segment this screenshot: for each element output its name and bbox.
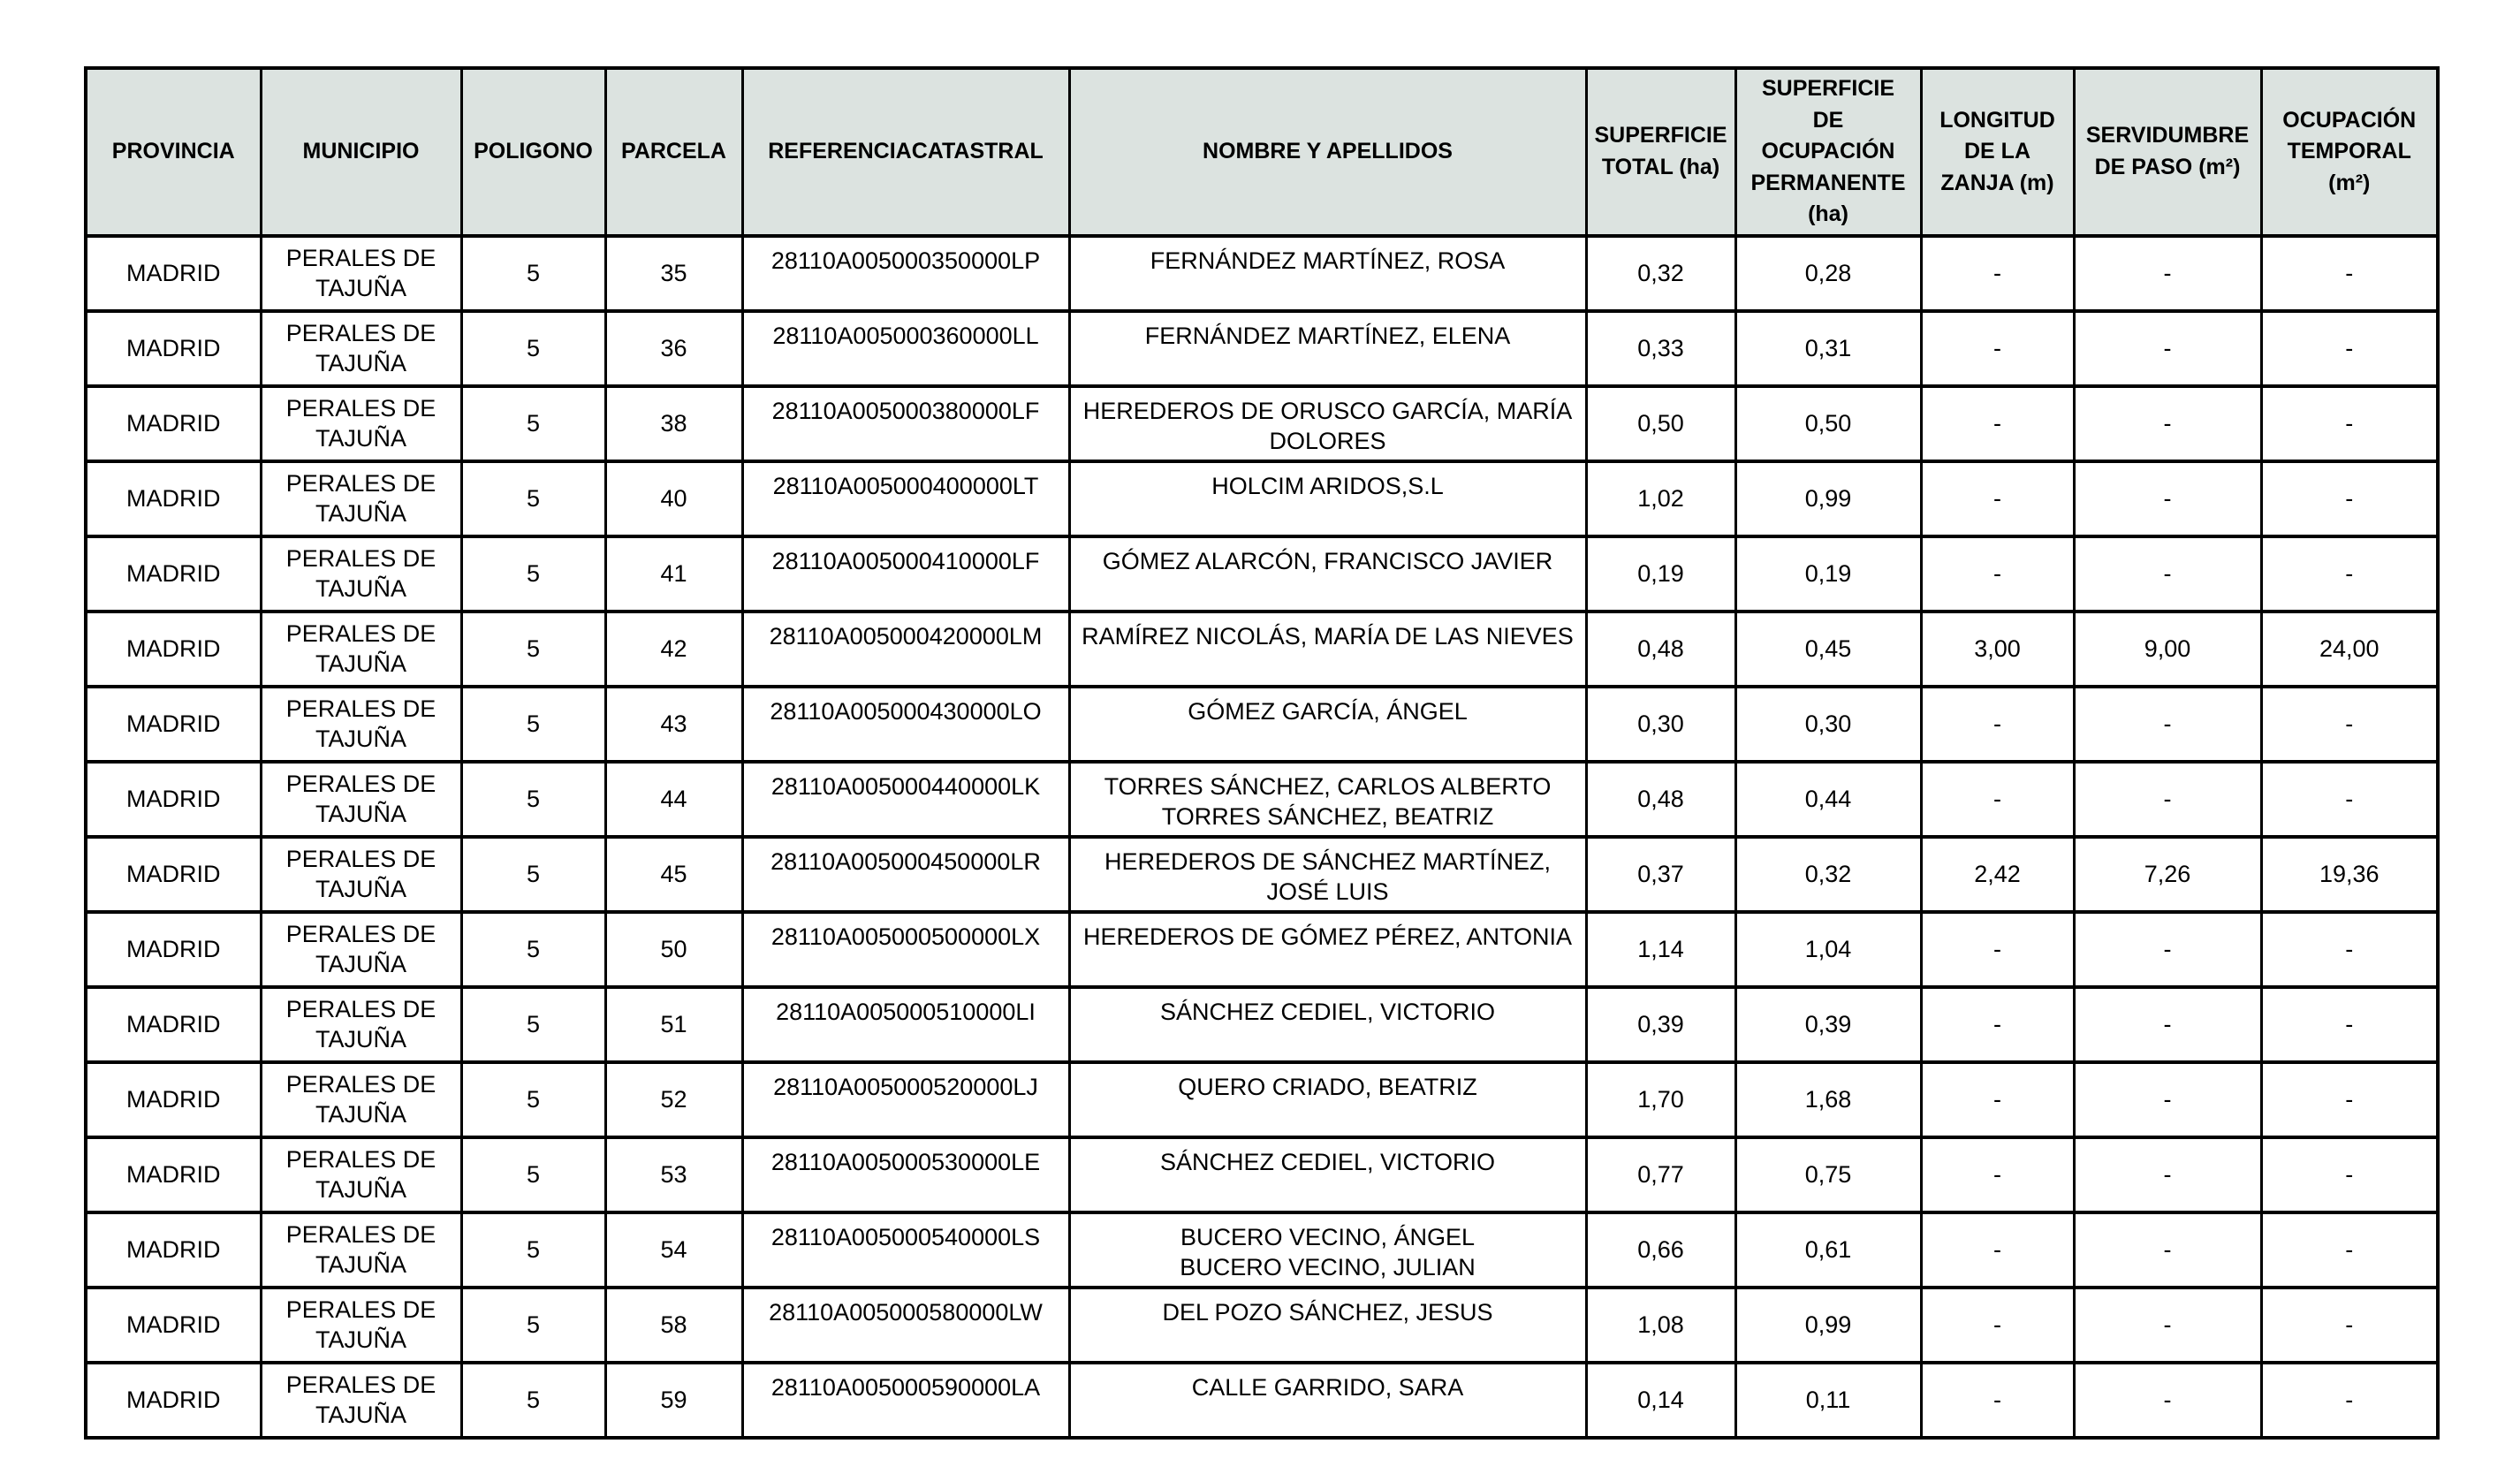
- cell-servidumbre: -: [2074, 1062, 2261, 1137]
- cell-sup_total: 0,33: [1586, 311, 1735, 386]
- cell-longitud: -: [1921, 1137, 2074, 1212]
- cell-servidumbre: -: [2074, 311, 2261, 386]
- cell-longitud: -: [1921, 1363, 2074, 1438]
- cell-longitud: -: [1921, 536, 2074, 612]
- table-row: [86, 236, 2438, 311]
- cell-poligono: 5: [461, 536, 605, 612]
- cell-municipio: PERALES DE TAJUÑA: [261, 461, 461, 536]
- cell-sup_ocup: 0,45: [1735, 612, 1921, 687]
- cell-nombre: SÁNCHEZ CEDIEL, VICTORIO: [1069, 1137, 1586, 1212]
- cell-servidumbre: -: [2074, 461, 2261, 536]
- cell-longitud: 2,42: [1921, 837, 2074, 912]
- cell-longitud: -: [1921, 762, 2074, 837]
- cell-nombre: FERNÁNDEZ MARTÍNEZ, ROSA: [1069, 236, 1586, 311]
- table-row: [86, 1212, 2438, 1288]
- cell-ocup_temporal: -: [2261, 987, 2438, 1062]
- cell-parcela: 45: [605, 837, 742, 912]
- cell-nombre: SÁNCHEZ CEDIEL, VICTORIO: [1069, 987, 1586, 1062]
- cell-referencia: 28110A005000440000LK: [742, 762, 1069, 837]
- cell-referencia: 28110A005000430000LO: [742, 687, 1069, 762]
- cell-sup_ocup: 0,19: [1735, 536, 1921, 612]
- cell-referencia: 28110A005000500000LX: [742, 912, 1069, 987]
- column-header-municipio: MUNICIPIO: [261, 68, 461, 236]
- cell-sup_total: 0,14: [1586, 1363, 1735, 1438]
- cell-longitud: -: [1921, 987, 2074, 1062]
- cell-poligono: 5: [461, 461, 605, 536]
- cell-municipio: PERALES DE TAJUÑA: [261, 311, 461, 386]
- cell-sup_total: 0,77: [1586, 1137, 1735, 1212]
- cell-parcela: 38: [605, 386, 742, 461]
- cell-sup_total: 0,30: [1586, 687, 1735, 762]
- cell-longitud: -: [1921, 687, 2074, 762]
- cell-sup_ocup: 1,04: [1735, 912, 1921, 987]
- cell-provincia: MADRID: [86, 1288, 261, 1363]
- cell-parcela: 42: [605, 612, 742, 687]
- cell-provincia: MADRID: [86, 1363, 261, 1438]
- cell-provincia: MADRID: [86, 386, 261, 461]
- cell-longitud: 3,00: [1921, 612, 2074, 687]
- cell-municipio: PERALES DE TAJUÑA: [261, 1137, 461, 1212]
- cell-sup_total: 1,08: [1586, 1288, 1735, 1363]
- cell-nombre: DEL POZO SÁNCHEZ, JESUS: [1069, 1288, 1586, 1363]
- cell-provincia: MADRID: [86, 236, 261, 311]
- cell-longitud: -: [1921, 386, 2074, 461]
- table-row: [86, 837, 2438, 912]
- cell-referencia: 28110A005000410000LF: [742, 536, 1069, 612]
- cell-poligono: 5: [461, 912, 605, 987]
- cell-sup_ocup: 0,44: [1735, 762, 1921, 837]
- cell-ocup_temporal: -: [2261, 386, 2438, 461]
- table-row: [86, 762, 2438, 837]
- cell-parcela: 44: [605, 762, 742, 837]
- cell-municipio: PERALES DE TAJUÑA: [261, 987, 461, 1062]
- cell-nombre: FERNÁNDEZ MARTÍNEZ, ELENA: [1069, 311, 1586, 386]
- cell-poligono: 5: [461, 762, 605, 837]
- cell-referencia: 28110A005000380000LF: [742, 386, 1069, 461]
- cell-longitud: -: [1921, 1062, 2074, 1137]
- owner-name-line: TORRES SÁNCHEZ, CARLOS ALBERTO: [1104, 772, 1552, 800]
- cell-sup_ocup: 0,39: [1735, 987, 1921, 1062]
- cell-sup_ocup: 0,99: [1735, 1288, 1921, 1363]
- cell-nombre: GÓMEZ GARCÍA, ÁNGEL: [1069, 687, 1586, 762]
- cell-poligono: 5: [461, 386, 605, 461]
- cell-sup_ocup: 1,68: [1735, 1062, 1921, 1137]
- cell-parcela: 52: [605, 1062, 742, 1137]
- cell-sup_total: 0,66: [1586, 1212, 1735, 1288]
- cell-servidumbre: -: [2074, 912, 2261, 987]
- cell-sup_ocup: 0,50: [1735, 386, 1921, 461]
- cell-poligono: 5: [461, 612, 605, 687]
- cell-sup_total: 1,02: [1586, 461, 1735, 536]
- cell-longitud: -: [1921, 912, 2074, 987]
- cell-municipio: PERALES DE TAJUÑA: [261, 236, 461, 311]
- cell-referencia: 28110A005000360000LL: [742, 311, 1069, 386]
- cell-sup_total: 0,39: [1586, 987, 1735, 1062]
- cell-sup_total: 0,19: [1586, 536, 1735, 612]
- cell-sup_ocup: 0,61: [1735, 1212, 1921, 1288]
- cell-referencia: 28110A005000530000LE: [742, 1137, 1069, 1212]
- table-row: [86, 987, 2438, 1062]
- cell-nombre: QUERO CRIADO, BEATRIZ: [1069, 1062, 1586, 1137]
- cell-nombre: HOLCIM ARIDOS,S.L: [1069, 461, 1586, 536]
- cell-referencia: 28110A005000540000LS: [742, 1212, 1069, 1288]
- column-header-parcela: PARCELA: [605, 68, 742, 236]
- cell-provincia: MADRID: [86, 461, 261, 536]
- cell-parcela: 43: [605, 687, 742, 762]
- cell-parcela: 51: [605, 987, 742, 1062]
- cell-sup_total: 0,48: [1586, 612, 1735, 687]
- cell-poligono: 5: [461, 1363, 605, 1438]
- cell-sup_total: 0,37: [1586, 837, 1735, 912]
- cell-sup_total: 0,48: [1586, 762, 1735, 837]
- cell-servidumbre: -: [2074, 1212, 2261, 1288]
- cell-parcela: 59: [605, 1363, 742, 1438]
- cell-nombre: GÓMEZ ALARCÓN, FRANCISCO JAVIER: [1069, 536, 1586, 612]
- cell-ocup_temporal: -: [2261, 536, 2438, 612]
- cell-ocup_temporal: -: [2261, 1137, 2438, 1212]
- cell-nombre: HEREDEROS DE GÓMEZ PÉREZ, ANTONIA: [1069, 912, 1586, 987]
- column-header-referencia: REFERENCIACATASTRAL: [742, 68, 1069, 236]
- cell-provincia: MADRID: [86, 536, 261, 612]
- cell-servidumbre: -: [2074, 1288, 2261, 1363]
- cell-sup_ocup: 0,30: [1735, 687, 1921, 762]
- cell-longitud: -: [1921, 311, 2074, 386]
- column-header-longitud: LONGITUD DE LA ZANJA (m): [1921, 68, 2074, 236]
- cell-municipio: PERALES DE TAJUÑA: [261, 1062, 461, 1137]
- table-row: [86, 612, 2438, 687]
- cell-ocup_temporal: -: [2261, 1062, 2438, 1137]
- cell-servidumbre: -: [2074, 386, 2261, 461]
- owner-name-line: BUCERO VECINO, JULIAN: [1180, 1253, 1476, 1280]
- cell-ocup_temporal: 24,00: [2261, 612, 2438, 687]
- cell-poligono: 5: [461, 687, 605, 762]
- cell-servidumbre: -: [2074, 536, 2261, 612]
- table-body: [86, 236, 2438, 1438]
- cell-ocup_temporal: -: [2261, 1363, 2438, 1438]
- cell-municipio: PERALES DE TAJUÑA: [261, 837, 461, 912]
- cell-servidumbre: -: [2074, 236, 2261, 311]
- cell-sup_ocup: 0,32: [1735, 837, 1921, 912]
- table-row: [86, 912, 2438, 987]
- cell-municipio: PERALES DE TAJUÑA: [261, 687, 461, 762]
- table-row: [86, 1363, 2438, 1438]
- cell-municipio: PERALES DE TAJUÑA: [261, 1288, 461, 1363]
- cell-ocup_temporal: -: [2261, 912, 2438, 987]
- cell-sup_ocup: 0,11: [1735, 1363, 1921, 1438]
- cell-provincia: MADRID: [86, 687, 261, 762]
- cell-sup_total: 0,32: [1586, 236, 1735, 311]
- cell-servidumbre: 9,00: [2074, 612, 2261, 687]
- cell-referencia: 28110A005000350000LP: [742, 236, 1069, 311]
- cell-servidumbre: -: [2074, 987, 2261, 1062]
- cell-nombre: HEREDEROS DE ORUSCO GARCÍA, MARÍA DOLORES: [1069, 386, 1586, 461]
- cell-poligono: 5: [461, 1212, 605, 1288]
- cell-referencia: 28110A005000590000LA: [742, 1363, 1069, 1438]
- cell-poligono: 5: [461, 1288, 605, 1363]
- table-row: [86, 1062, 2438, 1137]
- cell-nombre: HEREDEROS DE SÁNCHEZ MARTÍNEZ, JOSÉ LUIS: [1069, 837, 1586, 912]
- table-header-row: [86, 68, 2438, 236]
- cell-municipio: PERALES DE TAJUÑA: [261, 1212, 461, 1288]
- cell-parcela: 50: [605, 912, 742, 987]
- cell-municipio: PERALES DE TAJUÑA: [261, 912, 461, 987]
- cell-ocup_temporal: -: [2261, 1212, 2438, 1288]
- cell-poligono: 5: [461, 987, 605, 1062]
- cell-parcela: 40: [605, 461, 742, 536]
- column-header-ocup_temporal: OCUPACIÓN TEMPORAL (m²): [2261, 68, 2438, 236]
- cell-sup_ocup: 0,99: [1735, 461, 1921, 536]
- table-row: [86, 461, 2438, 536]
- cell-servidumbre: -: [2074, 1137, 2261, 1212]
- cell-ocup_temporal: -: [2261, 687, 2438, 762]
- cell-poligono: 5: [461, 1137, 605, 1212]
- cell-provincia: MADRID: [86, 912, 261, 987]
- cadastral-table: [84, 66, 2440, 1440]
- cell-nombre: CALLE GARRIDO, SARA: [1069, 1363, 1586, 1438]
- cell-municipio: PERALES DE TAJUÑA: [261, 386, 461, 461]
- cell-ocup_temporal: 19,36: [2261, 837, 2438, 912]
- cell-referencia: 28110A005000420000LM: [742, 612, 1069, 687]
- table-row: [86, 687, 2438, 762]
- cell-servidumbre: -: [2074, 1363, 2261, 1438]
- cell-poligono: 5: [461, 1062, 605, 1137]
- cell-referencia: 28110A005000520000LJ: [742, 1062, 1069, 1137]
- cell-provincia: MADRID: [86, 311, 261, 386]
- cell-poligono: 5: [461, 311, 605, 386]
- column-header-sup_ocup: SUPERFICIE DE OCUPACIÓN PERMANENTE (ha): [1735, 68, 1921, 236]
- cell-municipio: PERALES DE TAJUÑA: [261, 536, 461, 612]
- cell-provincia: MADRID: [86, 987, 261, 1062]
- table-row: [86, 536, 2438, 612]
- cell-provincia: MADRID: [86, 1062, 261, 1137]
- cell-provincia: MADRID: [86, 1137, 261, 1212]
- cell-servidumbre: -: [2074, 762, 2261, 837]
- cell-parcela: 35: [605, 236, 742, 311]
- table-row: [86, 386, 2438, 461]
- column-header-provincia: PROVINCIA: [86, 68, 261, 236]
- cell-sup_ocup: 0,28: [1735, 236, 1921, 311]
- column-header-servidumbre: SERVIDUMBRE DE PASO (m²): [2074, 68, 2261, 236]
- cell-municipio: PERALES DE TAJUÑA: [261, 762, 461, 837]
- cell-provincia: MADRID: [86, 612, 261, 687]
- cell-longitud: -: [1921, 236, 2074, 311]
- cell-parcela: 36: [605, 311, 742, 386]
- cell-ocup_temporal: -: [2261, 236, 2438, 311]
- cell-referencia: 28110A005000580000LW: [742, 1288, 1069, 1363]
- cell-longitud: -: [1921, 1288, 2074, 1363]
- column-header-poligono: POLIGONO: [461, 68, 605, 236]
- cell-ocup_temporal: -: [2261, 311, 2438, 386]
- cell-parcela: 41: [605, 536, 742, 612]
- owner-name-line: BUCERO VECINO, ÁNGEL: [1180, 1223, 1476, 1250]
- owner-name-line: TORRES SÁNCHEZ, BEATRIZ: [1161, 802, 1494, 830]
- cell-referencia: 28110A005000400000LT: [742, 461, 1069, 536]
- cell-provincia: MADRID: [86, 762, 261, 837]
- cell-municipio: PERALES DE TAJUÑA: [261, 1363, 461, 1438]
- cell-longitud: -: [1921, 461, 2074, 536]
- cell-provincia: MADRID: [86, 1212, 261, 1288]
- cell-sup_total: 0,50: [1586, 386, 1735, 461]
- cell-longitud: -: [1921, 1212, 2074, 1288]
- cell-nombre: [1069, 1212, 1586, 1288]
- column-header-nombre: NOMBRE Y APELLIDOS: [1069, 68, 1586, 236]
- cell-municipio: PERALES DE TAJUÑA: [261, 612, 461, 687]
- cell-sup_total: 1,14: [1586, 912, 1735, 987]
- table-header: [86, 68, 2438, 236]
- cell-sup_ocup: 0,75: [1735, 1137, 1921, 1212]
- table-row: [86, 1288, 2438, 1363]
- cell-poligono: 5: [461, 236, 605, 311]
- cell-nombre: RAMÍREZ NICOLÁS, MARÍA DE LAS NIEVES: [1069, 612, 1586, 687]
- cell-ocup_temporal: -: [2261, 461, 2438, 536]
- cell-sup_ocup: 0,31: [1735, 311, 1921, 386]
- cell-servidumbre: -: [2074, 687, 2261, 762]
- cell-servidumbre: 7,26: [2074, 837, 2261, 912]
- cell-poligono: 5: [461, 837, 605, 912]
- cell-parcela: 58: [605, 1288, 742, 1363]
- table-row: [86, 1137, 2438, 1212]
- table-row: [86, 311, 2438, 386]
- cell-parcela: 53: [605, 1137, 742, 1212]
- cell-nombre: [1069, 762, 1586, 837]
- cell-referencia: 28110A005000510000LI: [742, 987, 1069, 1062]
- cell-referencia: 28110A005000450000LR: [742, 837, 1069, 912]
- cell-ocup_temporal: -: [2261, 762, 2438, 837]
- cell-ocup_temporal: -: [2261, 1288, 2438, 1363]
- cell-parcela: 54: [605, 1212, 742, 1288]
- cell-provincia: MADRID: [86, 837, 261, 912]
- column-header-sup_total: SUPERFICIE TOTAL (ha): [1586, 68, 1735, 236]
- cell-sup_total: 1,70: [1586, 1062, 1735, 1137]
